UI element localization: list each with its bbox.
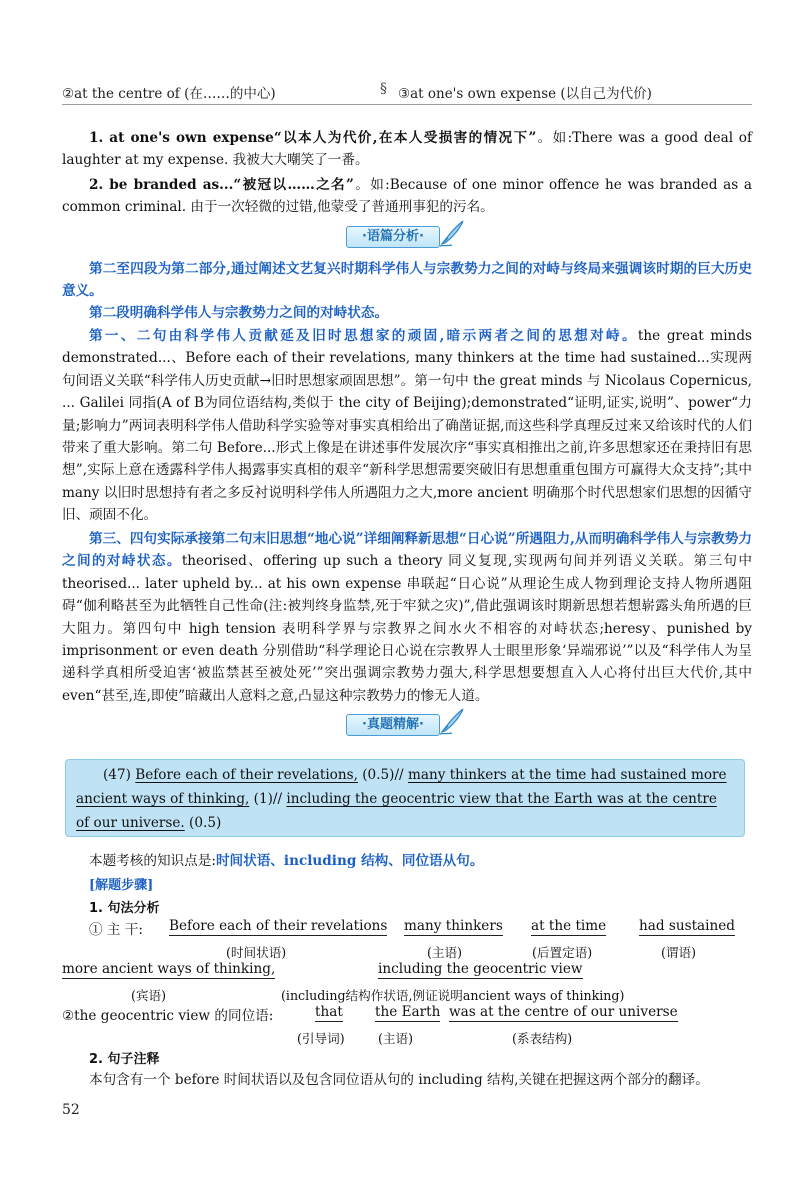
label-subject: (主语) <box>427 945 463 960</box>
token-before-clause: Before each of their revelations <box>169 918 388 934</box>
vocab-term-2: 2. be branded as... <box>89 177 234 193</box>
quill-pen-icon <box>438 706 466 736</box>
knowledge-list: 时间状语、including 结构、同位语从句。 <box>215 853 484 869</box>
answer-score-1: (0.5)// <box>357 767 408 783</box>
header-left: ②at the centre of (在……的中心) <box>62 86 276 102</box>
label-post-attribute: (后置定语) <box>532 945 593 960</box>
page-number: 52 <box>62 1102 80 1118</box>
label-predicate: (谓语) <box>661 945 697 960</box>
token-more-ancient: more ancient ways of thinking, <box>62 961 276 977</box>
knowledge-prefix: 本题考核的知识点是: <box>89 853 216 869</box>
vocab-meaning-1: “以本人为代价,在本人受损害的情况下” <box>273 130 537 146</box>
section-badge-text-analysis <box>346 226 456 248</box>
answer-score-2: (1)// <box>249 791 287 807</box>
token-many-thinkers: many thinkers <box>404 918 503 934</box>
answer-segment-2: many thinkers at the time had sustained more ancient ways of thinking, <box>76 767 727 807</box>
token-the-earth: the Earth <box>375 1004 441 1020</box>
answer-text <box>76 760 734 835</box>
section-badge-exam-analysis <box>346 714 456 736</box>
token-had-sustained: had sustained <box>639 918 736 934</box>
header-rule <box>62 104 752 105</box>
section-badge-label: ·语篇分析· <box>346 226 440 248</box>
token-at-the-time: at the time <box>531 918 607 934</box>
vocab-term-1: 1. at one's own expense <box>89 130 274 146</box>
token-that: that <box>315 1004 343 1020</box>
analysis-sentences-3-4 <box>62 528 752 707</box>
label-subject-2: (主语) <box>378 1031 414 1046</box>
answer-segment-1: Before each of their revelations, <box>135 767 358 783</box>
analysis-body-2: theorised、offering up such a theory 同义复现,实现两句间并列语义关联。第三句中 theorised... later upheld by... at his own expense 串联起“日心说”从理论生成人物到理论支持人物所遇阻碍“伽利略甚至为此牺牲自己性命(注:被判终身监禁,死于牢狱之灾)”,借此强调该时期新思想若想崭露头角所遇的巨大阻力。第四句中 high tension 表明科学界与宗教界之间水火不相容的对峙状态;heresy、punished by imprisonment or even death 分别借助“科学理论日心说在宗教界人士眼里形象‘异端邪说’”以及“科学伟人为呈递科学真相所受迫害‘被监禁甚至被处死’”突出强调宗教势力强大,科学思想要想直入人心将付出巨大代价,其中 even“甚至,连,即使”暗藏出人意料之意,凸显这种宗教势力的惨无人道。 <box>62 553 753 704</box>
appositive-label: ②the geocentric view 的同位语: <box>62 1008 274 1024</box>
label-conjunction: (引导词) <box>297 1031 345 1046</box>
token-including: including the geocentric view <box>378 961 583 977</box>
step-1-title: 1. 句法分析 <box>89 901 160 916</box>
steps-label: [解题步骤] <box>89 878 154 893</box>
vocab-meaning-2: “被冠以……之名” <box>233 177 354 193</box>
header-right: ③at one's own expense (以自己为代价) <box>398 86 652 102</box>
quill-pen-icon <box>438 218 466 248</box>
label-object: (宾语) <box>131 988 167 1003</box>
answer-score-3: (0.5) <box>184 815 222 831</box>
analysis-sentences-1-2 <box>62 325 752 527</box>
step-2-text: 本句含有一个 before 时间状语以及包含同位语从句的 including 结构,关键在把握这两个部分的翻译。 <box>89 1072 709 1088</box>
vocab-example-2: 。如:Because of one minor offence he was branded as a common criminal. 由于一次轻微的过错,他蒙受了普通刑事犯的污名。 <box>62 177 752 216</box>
section-badge-label-2: ·真题精解· <box>346 714 440 736</box>
vocab-item-2 <box>62 174 752 219</box>
knowledge-points <box>62 850 752 872</box>
main-clause-label: ① 主 干: <box>89 922 144 938</box>
analysis-summary: 第二至四段为第二部分,通过阐述文艺复兴时期科学伟人与宗教势力之间的对峙与终局来强调该时期的巨大历史意义。 <box>62 261 752 300</box>
token-was-at-centre: was at the centre of our universe <box>449 1004 678 1020</box>
vocab-item-1 <box>62 127 752 172</box>
answer-segment-3: including the geocentric view that the Earth was at the centre of our universe. <box>76 791 717 831</box>
label-linking-structure: (系表结构) <box>512 1031 573 1046</box>
analysis-lead-1: 第一、二句由科学伟人贡献延及旧时思想家的顽固,暗示两者之间的思想对峙。 <box>89 328 638 344</box>
label-time-adverbial: (时间状语) <box>226 945 287 960</box>
analysis-lead-2: 第三、四句实际承接第二句末旧思想“地心说”详细阐释新思想“日心说”所遇阻力,从而明确科学伟人与宗教势力之间的对峙状态。 <box>62 531 752 570</box>
section-mark-icon: § <box>380 81 387 97</box>
answer-box <box>65 759 745 837</box>
question-number: (47) <box>103 767 136 783</box>
label-including-structure: (including结构作状语,例证说明ancient ways of thinking) <box>281 988 625 1003</box>
analysis-body-1: the great minds demonstrated...、Before each of their revelations, many thinkers at the time had sustained...实现两句间语义关联“科学伟人历史贡献→旧时思想家顽固思想”。第一句中 the great minds 与 Nicolaus Copernicus, ... Galilei 同指(A of B为同位语结构,类似于 the city of Beijing);demonstrated“证明,证实,说明”、power“力量;影响力”两词表明科学伟人借助科学实验等对事实真相给出了确凿证据,而这些科学真理反过来又给该时代的人们带来了重大影响。第二句 Before...形式上像是在讲述事件发展次序“事实真相推出之前,许多思想家还在秉持旧有思想”,实际上意在透露科学伟人揭露事实真相的艰辛“新科学思想需要突破旧有思想重重包围方可赢得大众支持”;其中 many 以旧时思想持有者之多反衬说明科学伟人所遇阻力之大,more ancient 明确那个时代思想家们思想的因循守旧、顽固不化。 <box>62 328 752 524</box>
vocab-example-1: 。如:There was a good deal of laughter at my expense. 我被大大嘲笑了一番。 <box>62 130 752 169</box>
analysis-paragraph-2-heading: 第二段明确科学伟人与宗教势力之间的对峙状态。 <box>89 305 389 321</box>
step-2-title: 2. 句子注释 <box>89 1052 160 1067</box>
